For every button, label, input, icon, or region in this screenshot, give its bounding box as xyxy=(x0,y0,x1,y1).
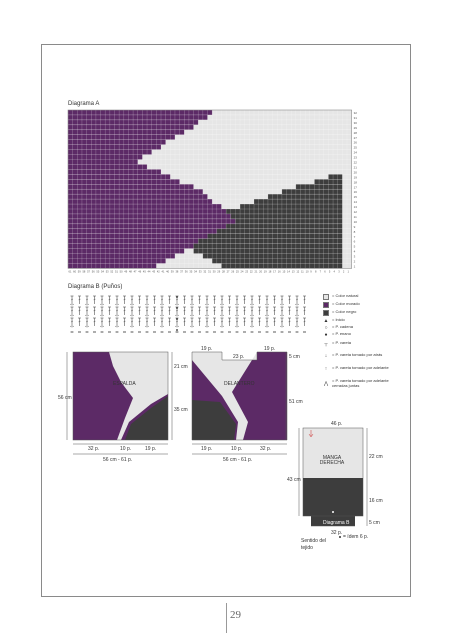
manga-label: MANGA DERECHA xyxy=(319,455,345,466)
svg-text:25: 25 xyxy=(235,270,239,274)
svg-text:17: 17 xyxy=(273,270,276,274)
svg-text:16: 16 xyxy=(277,270,281,274)
svg-text:48: 48 xyxy=(128,270,132,274)
svg-text:46: 46 xyxy=(138,270,142,274)
svg-text:32: 32 xyxy=(203,270,207,274)
svg-text:1: 1 xyxy=(353,264,356,269)
svg-text:20: 20 xyxy=(353,170,357,175)
svg-text:26: 26 xyxy=(353,140,357,145)
diagram-b-title: Diagrama B (Puños) xyxy=(68,284,123,290)
svg-text:28: 28 xyxy=(221,270,225,274)
espalda-width: 56 cm - 61 p. xyxy=(103,457,133,463)
svg-text:15: 15 xyxy=(282,270,286,274)
manga-full: 43 cm xyxy=(287,477,301,483)
manga-note: = ídem 6 p. xyxy=(343,534,369,540)
svg-text:37: 37 xyxy=(180,270,183,274)
svg-text:33: 33 xyxy=(198,270,202,274)
svg-text:19: 19 xyxy=(353,175,357,180)
start-triangle-icon: ▲ xyxy=(323,317,329,324)
legend-label: = Color negro xyxy=(332,309,357,315)
svg-text:34: 34 xyxy=(194,270,197,274)
svg-text:24: 24 xyxy=(240,270,244,274)
svg-text:59: 59 xyxy=(77,270,81,274)
svg-text:51: 51 xyxy=(115,270,118,274)
manga-direction: Sentido del tejido xyxy=(301,538,327,551)
svg-text:4: 4 xyxy=(353,249,356,254)
chain-stitch-icon: ○ xyxy=(324,324,328,331)
svg-text:3: 3 xyxy=(338,270,340,274)
svg-text:43: 43 xyxy=(152,270,156,274)
svg-text:31: 31 xyxy=(208,270,211,274)
manga-lower: 16 cm xyxy=(369,498,383,504)
page-number: 29 xyxy=(230,609,241,621)
svg-text:39: 39 xyxy=(170,270,174,274)
svg-text:30: 30 xyxy=(353,120,357,125)
legend-label: = P. cadena xyxy=(332,324,353,330)
svg-text:1: 1 xyxy=(347,270,349,274)
decrease-icon: ⋀ xyxy=(323,380,329,387)
svg-text:6: 6 xyxy=(324,270,326,274)
manga-cuff: 5 cm xyxy=(369,520,380,526)
delantero-bottom-2: 10 p. xyxy=(231,446,243,452)
svg-text:31: 31 xyxy=(353,115,357,120)
back-post-icon: ↓ xyxy=(324,352,328,359)
svg-text:10: 10 xyxy=(353,219,357,224)
svg-text:38: 38 xyxy=(175,270,179,274)
legend-label: = Color natural xyxy=(332,293,359,299)
svg-text:58: 58 xyxy=(82,270,86,274)
svg-text:18: 18 xyxy=(353,180,357,185)
delantero-side: 51 cm xyxy=(289,399,303,405)
svg-text:9: 9 xyxy=(353,224,356,229)
svg-text:7: 7 xyxy=(319,270,322,274)
delantero-top-mid: 23 p. xyxy=(233,354,245,360)
svg-text:18: 18 xyxy=(268,270,272,274)
svg-text:23: 23 xyxy=(245,270,249,274)
svg-text:44: 44 xyxy=(147,270,151,274)
svg-text:24: 24 xyxy=(353,150,357,155)
manga-upper: 22 cm xyxy=(369,454,383,460)
svg-text:10: 10 xyxy=(305,270,309,274)
svg-text:28: 28 xyxy=(353,130,357,135)
svg-text:54: 54 xyxy=(101,270,104,274)
svg-text:55: 55 xyxy=(96,270,100,274)
svg-text:27: 27 xyxy=(353,135,357,140)
svg-text:29: 29 xyxy=(217,270,221,274)
espalda-bottom-2: 10 p. xyxy=(120,446,132,452)
legend-label: = P. vareta tomado por atrás xyxy=(332,352,383,358)
manga-top: 46 p. xyxy=(331,421,343,427)
svg-text:9: 9 xyxy=(310,270,312,274)
svg-text:14: 14 xyxy=(353,200,357,205)
svg-text:20: 20 xyxy=(259,270,263,274)
legend-label: = P. vareta tomado por adelante cerradas juntas xyxy=(332,377,389,388)
svg-text:11: 11 xyxy=(301,270,304,274)
delantero-width: 56 cm - 61 p. xyxy=(223,457,253,463)
svg-text:60: 60 xyxy=(73,270,77,274)
svg-text:8: 8 xyxy=(314,270,317,274)
espalda-upper: 21 cm xyxy=(174,364,188,370)
svg-text:4: 4 xyxy=(333,270,336,274)
svg-text:40: 40 xyxy=(166,270,170,274)
legend-label: = P. vareta xyxy=(332,340,351,346)
svg-text:21: 21 xyxy=(353,165,357,170)
svg-text:45: 45 xyxy=(142,270,146,274)
svg-text:30: 30 xyxy=(212,270,216,274)
legend-label: = Inicio xyxy=(332,317,345,323)
espalda-label: ESPALDA xyxy=(113,381,136,387)
svg-text:5: 5 xyxy=(353,244,356,249)
svg-text:53: 53 xyxy=(105,270,109,274)
svg-text:12: 12 xyxy=(296,270,300,274)
delantero-bottom-3: 32 p. xyxy=(260,446,272,452)
svg-text:57: 57 xyxy=(87,270,90,274)
svg-text:56: 56 xyxy=(91,270,95,274)
svg-text:61: 61 xyxy=(68,270,72,274)
svg-text:50: 50 xyxy=(119,270,123,274)
svg-text:7: 7 xyxy=(353,234,356,239)
svg-text:16: 16 xyxy=(353,190,357,195)
svg-text:5: 5 xyxy=(328,270,331,274)
delantero-bottom-1: 19 p. xyxy=(201,446,213,452)
svg-text:27: 27 xyxy=(226,270,230,274)
svg-text:11: 11 xyxy=(353,214,357,219)
double-crochet-icon: ┬ xyxy=(324,340,328,347)
svg-text:19: 19 xyxy=(263,270,267,274)
legend-label: = P. enano xyxy=(332,331,351,337)
svg-text:22: 22 xyxy=(353,160,357,165)
espalda-bottom-3: 19 p. xyxy=(145,446,157,452)
delantero-top-left: 19 p. xyxy=(201,346,213,352)
svg-text:25: 25 xyxy=(353,145,357,150)
svg-text:12: 12 xyxy=(353,210,357,214)
svg-text:22: 22 xyxy=(249,270,253,274)
svg-text:26: 26 xyxy=(231,270,235,274)
diagram-a-title: Diagrama A xyxy=(68,101,100,107)
svg-text:49: 49 xyxy=(124,270,128,274)
svg-text:6: 6 xyxy=(353,239,356,244)
delantero-neck: 5 cm xyxy=(289,354,300,360)
svg-text:13: 13 xyxy=(291,270,295,274)
legend-label: = Color morado xyxy=(332,301,360,307)
svg-text:52: 52 xyxy=(110,270,114,274)
manga-bottom: 32 p. xyxy=(331,530,343,536)
page-rule xyxy=(226,603,227,633)
delantero-label: DELANTERO xyxy=(224,381,255,387)
slip-stitch-icon: ● xyxy=(324,331,328,338)
espalda-height: 56 cm xyxy=(58,395,72,401)
svg-text:15: 15 xyxy=(353,195,357,200)
svg-text:35: 35 xyxy=(189,270,193,274)
delantero-top-right: 19 p. xyxy=(264,346,276,352)
manga-cuff-label: Diagrama B xyxy=(323,520,350,526)
svg-text:32: 32 xyxy=(353,111,357,115)
svg-text:3: 3 xyxy=(353,254,356,259)
svg-text:13: 13 xyxy=(353,205,357,210)
svg-text:21: 21 xyxy=(254,270,258,274)
espalda-lower: 35 cm xyxy=(174,407,188,413)
svg-text:36: 36 xyxy=(184,270,188,274)
svg-text:47: 47 xyxy=(133,270,137,274)
svg-text:2: 2 xyxy=(353,259,356,264)
svg-text:8: 8 xyxy=(353,229,356,234)
svg-text:42: 42 xyxy=(156,270,160,274)
front-post-icon: ↑ xyxy=(324,365,328,372)
svg-text:23: 23 xyxy=(353,155,357,160)
svg-text:2: 2 xyxy=(342,270,345,274)
espalda-bottom-1: 32 p. xyxy=(88,446,100,452)
svg-text:41: 41 xyxy=(161,270,165,274)
svg-text:29: 29 xyxy=(353,125,357,130)
svg-text:14: 14 xyxy=(287,270,290,274)
legend-label: = P. vareta tomado por adelante xyxy=(332,365,389,371)
svg-text:17: 17 xyxy=(353,185,357,190)
